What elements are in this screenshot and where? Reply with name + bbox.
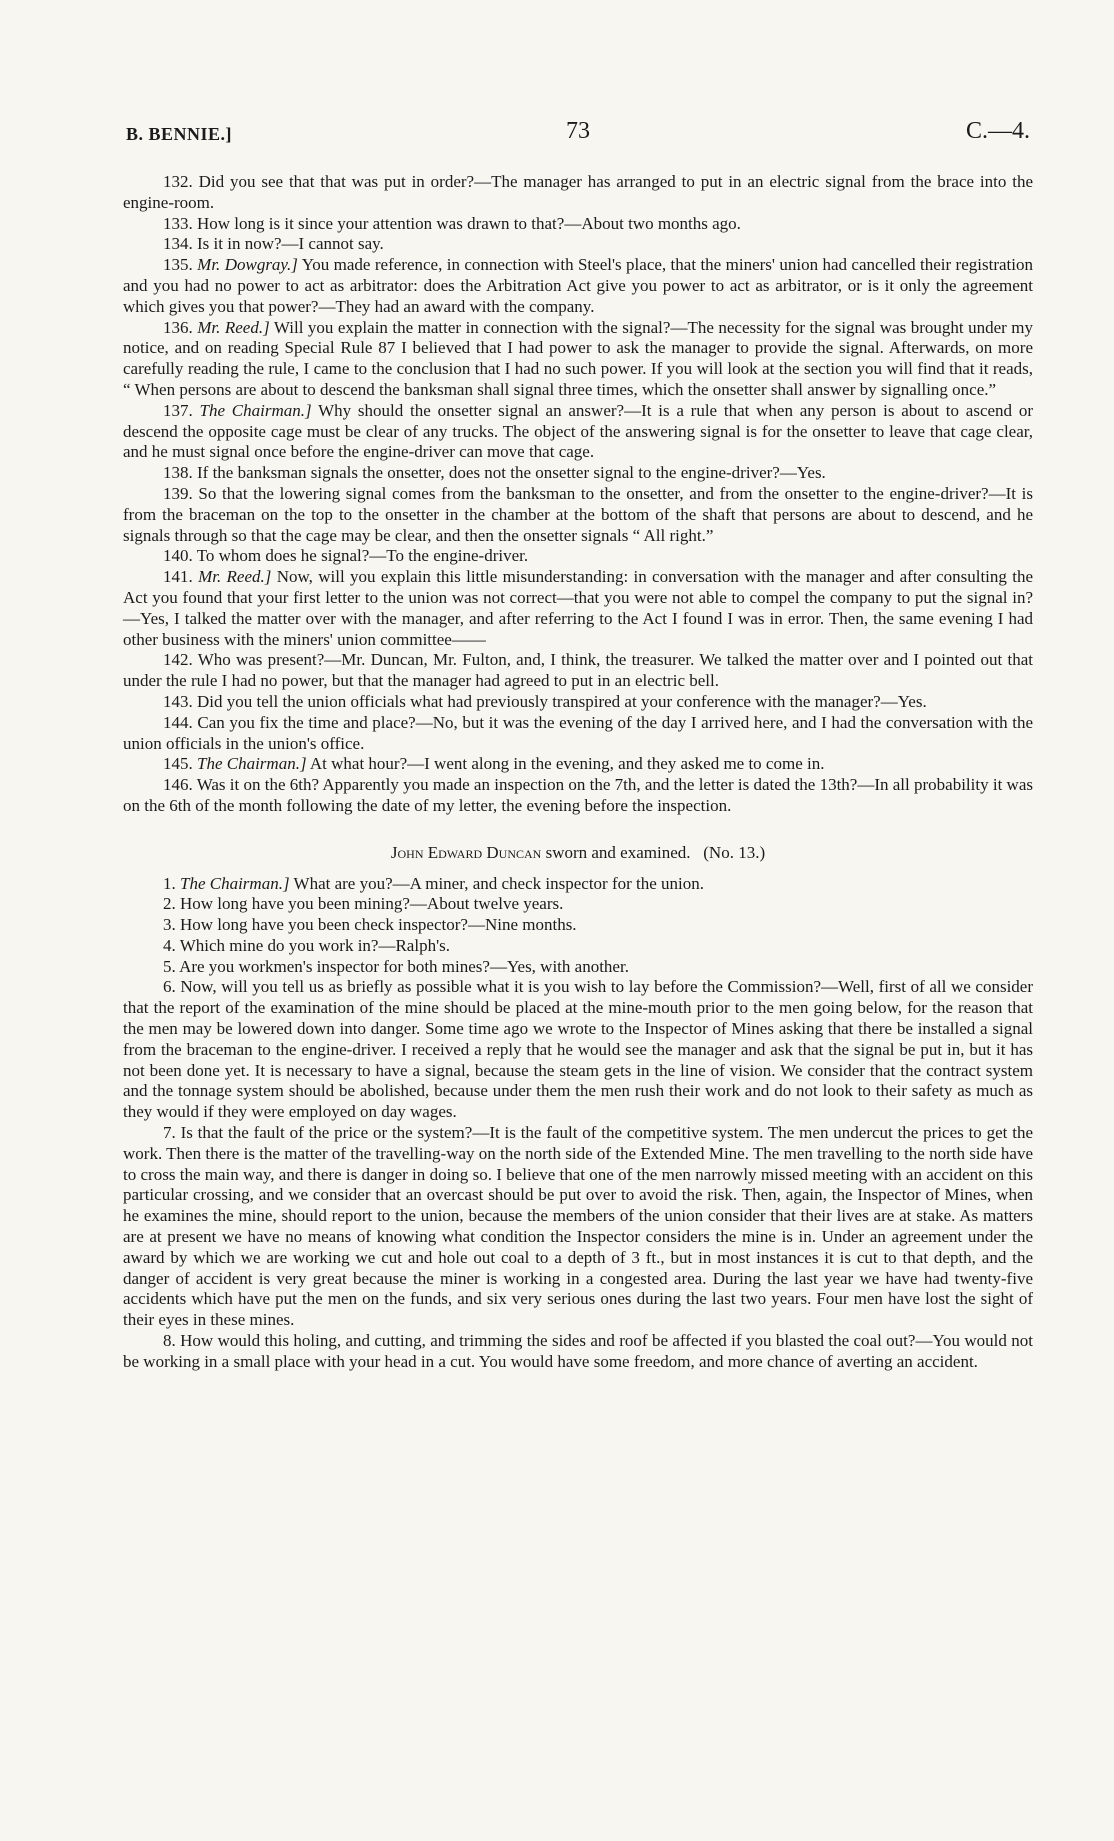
question-paragraph <box>123 754 1033 775</box>
question-text: Why should the onsetter signal an answer?—It is a rule that when any person is about to ascend or descend the opposite cage must be clear of any trucks. The object of the answering signal is for the onsetter to leave that cage clear, and he must signal once before the engine-driver can move that cage. <box>123 400 1033 462</box>
question-paragraph <box>123 234 1033 255</box>
question-paragraph <box>123 255 1033 317</box>
question-text: How long have you been check inspector?—Nine months. <box>180 915 577 935</box>
question-number: 4. <box>163 935 176 955</box>
question-paragraph <box>123 936 1033 957</box>
page-header <box>126 118 1030 150</box>
question-number: 7. <box>163 1123 176 1143</box>
question-text: You made reference, in connection with Steel's place, that the miners' union had cancelled their registration and you had no power to act as arbitrator: does the Arbitration Act give you power to act as arbitrator, or is it only the agreement which gives you that power?—They had an award with the company. <box>123 255 1033 316</box>
question-paragraph <box>123 977 1033 1123</box>
question-paragraph <box>123 463 1033 484</box>
document-reference: C.—4. <box>965 118 1030 144</box>
question-text: Are you workmen's inspector for both mines?—Yes, with another. <box>179 956 629 976</box>
question-text: To whom does he signal?—To the engine-driver. <box>196 546 529 566</box>
question-text: Is it in now?—I cannot say. <box>197 234 384 254</box>
speaker-name: Mr. Dowgray.] <box>197 255 298 275</box>
speaker-name: The Chairman.] <box>199 400 312 420</box>
question-text: If the banksman signals the onsetter, does not the onsetter signal to the engine-driver?—Yes. <box>197 463 826 483</box>
question-text: So that the lowering signal comes from the banksman to the onsetter, and from the onsetter to the engine-driver?—It is from the braceman on the top to the onsetter in the chamber at the bottom of the shaft that persons are about to descend, and he signals through so that the cage may be clear, and then the onsetter signals “ All right.” <box>123 483 1033 545</box>
question-paragraph <box>123 401 1033 463</box>
speaker-name: Mr. Reed.] <box>197 317 270 337</box>
question-paragraph <box>123 546 1033 567</box>
question-number: 2. <box>163 894 176 914</box>
question-text: Did you tell the union officials what had previously transpired at your conference with the manager?—Yes. <box>197 691 927 711</box>
question-number: 137. <box>163 400 193 420</box>
question-number: 138. <box>163 463 193 483</box>
question-number: 146. <box>163 775 193 795</box>
question-paragraph <box>123 318 1033 401</box>
witness-heading-text: sworn and examined. <box>545 842 691 862</box>
question-text: Now, will you explain this little misunderstanding: in conversation with the manager and after consulting the Act you found that your first letter to the union was not correct—that you were not able to compel the company to put the signal in?—Yes, I talked the matter over with the manager, and after referring to the Act I found I was in error. Then, the same evening I had other business with the miners' union committee—— <box>123 567 1033 649</box>
question-text: Is that the fault of the price or the system?—It is the fault of the competitive system. The men undercut the prices to get the work. Then there is the matter of the travelling-way on the north side of the Extended Mine. The men travelling to the north side have to cross the main way, and there is danger in doing so. I believe that one of the men narrowly missed meeting with an accident on this particular crossing, and we consider that an overcast should be put over to avoid the risk. Then, again, the Inspector of Mines, when he examines the mine, should report to the union, because the members of the union consider that their lives are at stake. As matters are at present we have no means of knowing what condition the Inspector considers the mine is in. Under an agreement under the award by which we are working we cut and hole out coal to a depth of 3 ft., but in most instances it is cut to that depth, and the danger of accident is very great because the miner is working in a congested area. During the last year we have had twenty-five accidents which have put the men on the funds, and six very serious ones during the last two years. Four men have lost the sight of their eyes in these mines. <box>123 1123 1034 1330</box>
question-number: 6. <box>163 977 176 997</box>
page-body <box>123 172 1033 1373</box>
question-paragraph <box>123 713 1033 755</box>
question-paragraph <box>123 775 1033 817</box>
question-paragraph <box>123 172 1033 214</box>
testimony-duncan <box>123 874 1033 1373</box>
question-number: 136. <box>163 317 193 337</box>
question-paragraph <box>123 957 1033 978</box>
question-paragraph <box>123 874 1033 895</box>
speaker-name: The Chairman.] <box>180 873 290 893</box>
question-number: 133. <box>163 213 193 233</box>
question-number: 142. <box>163 650 193 670</box>
question-number: 134. <box>163 234 193 254</box>
question-number: 5. <box>163 956 176 976</box>
question-paragraph <box>123 692 1033 713</box>
question-text: What are you?—A miner, and check inspector for the union. <box>293 873 705 893</box>
question-text: How long have you been mining?—About twelve years. <box>180 894 564 914</box>
question-text: How would this holing, and cutting, and trimming the sides and roof be affected if you blasted the coal out?—You would not be working in a small place with your head in a cut. You would have some freedom, and more chance of averting an accident. <box>123 1331 1034 1371</box>
question-paragraph <box>123 650 1033 692</box>
question-paragraph <box>123 484 1033 546</box>
page-number: 73 <box>566 118 590 144</box>
question-number: 135. <box>163 255 193 275</box>
question-paragraph <box>123 1331 1033 1373</box>
testimony-bennie <box>123 172 1033 817</box>
speaker-name: The Chairman.] <box>197 754 307 774</box>
question-number: 140. <box>163 546 193 566</box>
question-number: 143. <box>163 691 193 711</box>
question-number: 141. <box>163 567 193 587</box>
question-text: Now, will you tell us as briefly as possible what it is you wish to lay before the Commission?—Well, first of all we consider that the report of the examination of the mine should be placed at the mine-mouth prior to the men going below, for the reason that the men may be lowered down into danger. Some time ago we wrote to the Inspector of Mines asking that there be installed a signal from the braceman to the engine-driver. I received a reply that he would see the manager and ask that the signal be put in, but it has not been done yet. It is necessary to have a signal, because the steam gets in the line of vision. We consider that the contract system and the tonnage system should be abolished, because under them the men rush their work and do not look to their safety as much as they would if they were employed on day wages. <box>123 977 1033 1122</box>
witness-number: (No. 13.) <box>703 842 766 862</box>
question-number: 139. <box>163 483 193 503</box>
question-paragraph <box>123 214 1033 235</box>
question-number: 1. <box>163 873 176 893</box>
question-number: 144. <box>163 712 193 732</box>
question-number: 8. <box>163 1331 176 1351</box>
witness-running-head: B. BENNIE.] <box>126 124 233 144</box>
question-number: 3. <box>163 915 176 935</box>
question-text: Did you see that that was put in order?—The manager has arranged to put in an electric signal from the brace into the engine-room. <box>123 172 1034 212</box>
question-paragraph <box>123 567 1033 650</box>
question-text: Will you explain the matter in connection with the signal?—The necessity for the signal was brought under my notice, and on reading Special Rule 87 I believed that I had power to ask the manager to provide the signal. Afterwards, on more carefully reading the rule, I came to the conclusion that I had no such power. If you will look at the section you will find that it reads, “ When persons are about to descend the banksman shall signal three times, which the onsetter shall answer by signalling once.” <box>123 317 1034 399</box>
question-text: How long is it since your attention was drawn to that?—About two months ago. <box>197 213 741 233</box>
witness-name: John Edward Duncan <box>390 842 542 862</box>
speaker-name: Mr. Reed.] <box>198 567 272 587</box>
question-text: Who was present?—Mr. Duncan, Mr. Fulton, and, I think, the treasurer. We talked the matter over and I pointed out that under the rule I had no power, but that the manager had agreed to put in an electric bell. <box>123 650 1033 691</box>
question-text: At what hour?—I went along in the evening, and they asked me to come in. <box>309 754 825 774</box>
question-text: Can you fix the time and place?—No, but it was the evening of the day I arrived here, and I had the conversation with the union officials in the union's office. <box>123 712 1033 753</box>
question-number: 132. <box>163 172 193 191</box>
witness-heading <box>123 843 1033 864</box>
question-paragraph <box>123 894 1033 915</box>
question-text: Was it on the 6th? Apparently you made an inspection on the 7th, and the letter is dated the 13th?—In all probability it was on the 6th of the month following the date of my letter, the evening before the inspection. <box>123 775 1033 815</box>
question-paragraph <box>123 915 1033 936</box>
question-number: 145. <box>163 754 193 774</box>
question-text: Which mine do you work in?—Ralph's. <box>179 935 451 955</box>
question-paragraph <box>123 1123 1033 1331</box>
